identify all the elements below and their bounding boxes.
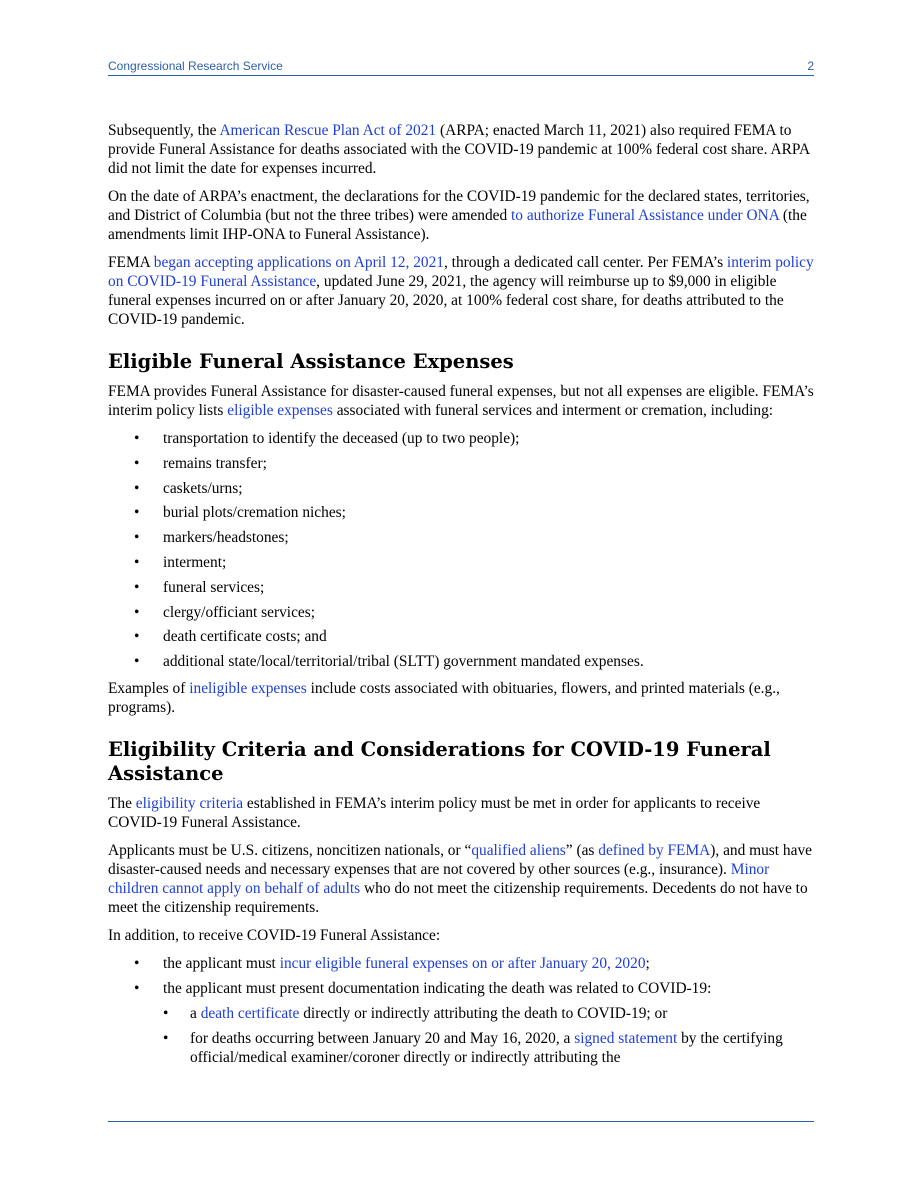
bullet-icon: • [134, 955, 140, 973]
bullet-icon: • [134, 529, 140, 547]
list-item: • markers/headstones; [134, 529, 289, 547]
link-arpa-2021[interactable]: American Rescue Plan Act of 2021 [219, 122, 437, 139]
link-began-accepting-applications[interactable]: began accepting applications on April 12, 2021 [153, 254, 444, 271]
requirements-list [108, 954, 814, 1067]
link-eligibility-criteria[interactable]: eligibility criteria [135, 795, 244, 813]
document-body [108, 121, 814, 1075]
list-item: • burial plots/cremation niches; [134, 504, 346, 522]
paragraph-in-addition: In addition, to receive COVID-19 Funeral Assistance: [108, 927, 441, 945]
paragraph-criteria-intro: The eligibility criteria established in FEMA’s interim policy must be met in order for applicants to receive COVID-19 Funeral Assistance. [108, 795, 761, 832]
link-signed-statement[interactable]: signed statement [574, 1029, 678, 1047]
list-item: • death certificate costs; and [134, 628, 327, 646]
footer-divider [108, 1121, 814, 1122]
list-item: • clergy/officiant services; [134, 603, 315, 621]
link-defined-by-fema[interactable]: defined by FEMA [598, 842, 711, 860]
heading-eligibility-criteria: Eligibility Criteria and Considerations for COVID-19 Funeral Assistance [108, 738, 771, 786]
link-qualified-aliens[interactable]: qualified aliens [471, 842, 566, 860]
link-minor-children[interactable]: Minor children cannot apply on behalf of adults [108, 861, 770, 898]
bullet-icon: • [134, 553, 140, 571]
link-interim-policy[interactable]: interim policy on COVID-19 Funeral Assistance [108, 254, 814, 290]
list-item: • for deaths occurring between January 20 and May 16, 2020, a signed statement by the certifying official/medical examiner/coroner directly or indirectly attributing the [163, 1029, 783, 1066]
list-item: • the applicant must present documentation indicating the death was related to COVID-19: • a death certificate directly or indirectly attributing the death to COVID-19; or • for deaths occurring between January 20 and May 16, 2020, a signed statement by the certifying official/medical examiner/coroner directly or indirectly attributing the [108, 979, 814, 1067]
bullet-icon: • [134, 603, 140, 621]
bullet-icon: • [134, 578, 140, 596]
bullet-icon: • [134, 979, 140, 997]
link-ineligible-expenses[interactable]: ineligible expenses [189, 680, 307, 698]
bullet-icon: • [134, 454, 140, 472]
documentation-sublist [163, 1004, 814, 1067]
list-item: • additional state/local/territorial/tribal (SLTT) government mandated expenses. [134, 653, 644, 671]
paragraph-declarations: On the date of ARPA’s enactment, the declarations for the COVID-19 pandemic for the declared states, territories, and District of Columbia (but not the three tribes) were amended to authorize Funeral Assistance under ONA (the amendments limit IHP-ONA to Funeral Assistance). [108, 188, 810, 243]
bullet-icon: • [134, 653, 140, 671]
link-incur-eligible-expenses[interactable]: incur eligible funeral expenses on or after January 20, 2020 [279, 955, 646, 973]
bullet-icon: • [134, 430, 140, 447]
bullet-icon: • [134, 504, 140, 522]
page-number: 2 [807, 59, 814, 73]
page-header [108, 57, 814, 76]
header-org-name: Congressional Research Service [108, 59, 283, 73]
heading-eligible-expenses: Eligible Funeral Assistance Expenses [108, 350, 514, 373]
eligible-expenses-list [108, 429, 814, 671]
paragraph-citizenship: Applicants must be U.S. citizens, noncitizen nationals, or “qualified aliens” (as defined by FEMA), and must have disaster-caused needs and necessary expenses that are not covered by other sources (e.g., insurance). Minor children cannot apply on behalf of adults who do not meet the citizenship requirements. Decedents do not have to meet the citizenship requirements. [108, 842, 812, 917]
list-item: • remains transfer; [134, 454, 267, 472]
link-death-certificate[interactable]: death certificate [200, 1004, 300, 1022]
list-item: • transportation to identify the deceased (up to two people); [134, 430, 520, 447]
bullet-icon: • [163, 1029, 169, 1047]
list-item: • funeral services; [134, 578, 265, 596]
list-item: • the applicant must incur eligible funeral expenses on or after January 20, 2020; [134, 955, 650, 973]
paragraph-ineligible: Examples of ineligible expenses include costs associated with obituaries, flowers, and printed materials (e.g., programs). [108, 680, 780, 717]
link-eligible-expenses[interactable]: eligible expenses [227, 402, 333, 419]
paragraph-arpa: Subsequently, the American Rescue Plan Act of 2021 (ARPA; enacted March 11, 2021) also required FEMA to provide Funeral Assistance for deaths associated with the COVID-19 pandemic at 100% federal cost share. ARPA did not limit the date for expenses incurred. [108, 122, 810, 177]
list-item: • caskets/urns; [134, 479, 243, 497]
bullet-icon: • [134, 479, 140, 497]
paragraph-applications: FEMA began accepting applications on April 12, 2021, through a dedicated call center. Per FEMA’s interim policy on COVID-19 Funeral Assistance, updated June 29, 2021, the agency will reimburse up to $9,000 in eligible funeral expenses incurred on or after January 20, 2020, at 100% federal cost share, for deaths attributed to the COVID-19 pandemic. [108, 254, 814, 328]
paragraph-eligible-intro: FEMA provides Funeral Assistance for disaster-caused funeral expenses, but not all expenses are eligible. FEMA’s interim policy lists eligible expenses associated with funeral services and interment or cremation, including: [108, 383, 814, 419]
list-item: • interment; [134, 553, 227, 571]
list-item: • a death certificate directly or indirectly attributing the death to COVID-19; or [163, 1004, 668, 1022]
bullet-icon: • [163, 1004, 169, 1022]
bullet-icon: • [134, 628, 140, 646]
link-authorize-funeral-assistance[interactable]: to authorize Funeral Assistance under ONA [511, 207, 780, 224]
